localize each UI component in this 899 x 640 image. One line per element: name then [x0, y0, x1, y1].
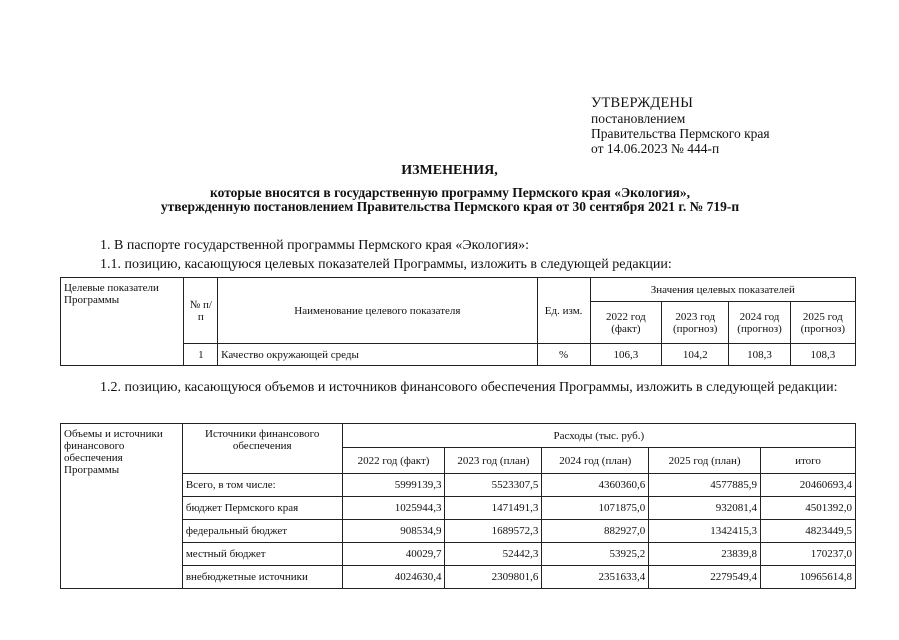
header-unit: Ед. изм. [537, 278, 590, 344]
row-num: 1 [184, 344, 218, 366]
header-total: итого [761, 448, 856, 474]
financing-table [60, 423, 856, 589]
row-value: 1071875,0 [542, 497, 649, 520]
document-subtitle [60, 186, 840, 214]
row-value: 52442,3 [445, 543, 542, 566]
row-value: 4360360,6 [542, 474, 649, 497]
row-value: 1471491,3 [445, 497, 542, 520]
subtitle-line-1: которые вносятся в государственную программу Пермского края «Экология», [210, 185, 690, 200]
row-value: 2351633,4 [542, 566, 649, 589]
row-value: 108,3 [729, 344, 790, 366]
section-cell: Целевые показатели Программы [61, 278, 184, 366]
row-label: Всего, в том числе: [182, 474, 342, 497]
row-value: 4823449,5 [761, 520, 856, 543]
row-value: 108,3 [790, 344, 855, 366]
row-label: внебюджетные источники [182, 566, 342, 589]
header-year: 2023 год (план) [445, 448, 542, 474]
row-value: 104,2 [662, 344, 729, 366]
target-indicators-table [60, 277, 856, 366]
header-year: 2024 год (прогноз) [729, 302, 790, 344]
header-name: Наименование целевого показателя [218, 278, 537, 344]
header-year: 2022 год (факт) [342, 448, 445, 474]
row-value: 4501392,0 [761, 497, 856, 520]
header-values: Значения целевых показателей [590, 278, 855, 302]
approval-line: постановлением [591, 111, 686, 126]
row-value: 4577885,9 [649, 474, 761, 497]
row-value: 4024630,4 [342, 566, 445, 589]
subtitle-line-2: утвержденную постановлением Правительства Пермского края от 30 сентября 2021 г. № 719-п [160, 199, 740, 214]
row-value: 5523307,5 [445, 474, 542, 497]
header-year: 2025 год (план) [649, 448, 761, 474]
row-value: 106,3 [590, 344, 661, 366]
row-value: 908534,9 [342, 520, 445, 543]
approval-heading: УТВЕРЖДЕНЫ [591, 95, 694, 111]
row-value: 1342415,3 [649, 520, 761, 543]
row-value: 1025944,3 [342, 497, 445, 520]
header-expenses: Расходы (тыс. руб.) [342, 424, 855, 448]
row-label: бюджет Пермского края [182, 497, 342, 520]
approval-line: Правительства Пермского края [591, 126, 770, 141]
row-value: 882927,0 [542, 520, 649, 543]
row-label: федеральный бюджет [182, 520, 342, 543]
row-value: 23839,8 [649, 543, 761, 566]
row-value: 2279549,4 [649, 566, 761, 589]
paragraph-1: 1. В паспорте государственной программы Пермского края «Экология»: [100, 238, 530, 253]
row-value: 1689572,3 [445, 520, 542, 543]
section-cell: Объемы и источники финансового обеспечения Программы [61, 424, 183, 589]
approval-block [591, 96, 770, 156]
row-label: местный бюджет [182, 543, 342, 566]
row-unit: % [537, 344, 590, 366]
row-value: 20460693,4 [761, 474, 856, 497]
row-value: 170237,0 [761, 543, 856, 566]
paragraph-1-2: 1.2. позицию, касающуюся объемов и источников финансового обеспечения Программы, изложить в следующей редакции: [100, 380, 838, 395]
row-value: 53925,2 [542, 543, 649, 566]
row-value: 40029,7 [342, 543, 445, 566]
paragraph-1-1: 1.1. позицию, касающуюся целевых показателей Программы, изложить в следующей редакции: [100, 257, 672, 272]
header-num: № п/п [184, 278, 218, 344]
row-value: 932081,4 [649, 497, 761, 520]
approval-date: от 14.06.2023 № 444-п [591, 141, 720, 156]
header-year: 2024 год (план) [542, 448, 649, 474]
header-year: 2025 год (прогноз) [790, 302, 855, 344]
row-value: 2309801,6 [445, 566, 542, 589]
header-year: 2022 год (факт) [590, 302, 661, 344]
row-name: Качество окружающей среды [218, 344, 537, 366]
row-value: 5999139,3 [342, 474, 445, 497]
document-title: ИЗМЕНЕНИЯ, [401, 163, 498, 178]
header-sources: Источники финансового обеспечения [182, 424, 342, 474]
row-value: 10965614,8 [761, 566, 856, 589]
header-year: 2023 год (прогноз) [662, 302, 729, 344]
